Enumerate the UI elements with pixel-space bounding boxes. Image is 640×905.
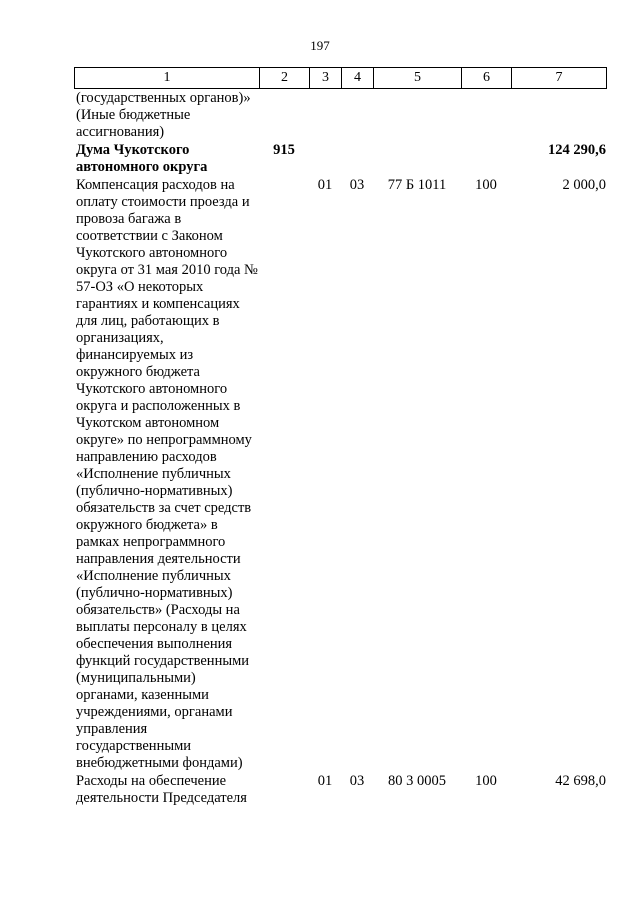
row-target-code: 80 3 0005 <box>388 773 446 789</box>
header-col-3: 3 <box>310 68 342 89</box>
table-row <box>74 177 608 772</box>
row-section: 01 <box>317 773 333 789</box>
table-row <box>74 90 608 141</box>
row-subsection: 03 <box>349 177 365 193</box>
table-row <box>74 142 608 176</box>
header-row <box>75 68 607 89</box>
row-name: Дума Чукотского автономного округа <box>76 142 208 175</box>
row-expense-type: 100 <box>475 177 497 193</box>
row-subsection: 03 <box>349 773 365 789</box>
header-col-6: 6 <box>462 68 512 89</box>
page-number: 197 <box>310 38 330 53</box>
row-name: Расходы на обеспечение деятельности Председателя <box>76 773 247 806</box>
row-expense-type: 100 <box>475 773 497 789</box>
row-section: 01 <box>317 177 333 193</box>
row-amount: 2 000,0 <box>562 177 606 193</box>
row-amount: 124 290,6 <box>548 142 606 158</box>
row-name: Компенсация расходов на оплату стоимости проезда и провоза багажа в соответствии с Законом Чукотского автономного округа от 31 мая 2010 года № 57-ОЗ «О некоторых гарантиях и компенсациях для лиц, работающих в организациях, финансируемых из окружного бюджета Чукотского автономного округа и расположенных в Чукотском автономном округе» по непрограммному направлению расходов «Исполнение публичных (публично-нормативных) обязательств за счет средств окружного бюджета» в рамках непрограммного направления деятельности «Исполнение публичных (публично-нормативных) обязательств» (Расходы на выплаты персоналу в целях обеспечения выполнения функций государственными (муниципальными) органами, казенными учреждениями, органами управления государственными внебюджетными фондами) <box>76 177 258 771</box>
header-col-4: 4 <box>342 68 374 89</box>
row-code-department: 915 <box>273 142 295 158</box>
table-row <box>74 773 608 807</box>
row-amount: 42 698,0 <box>555 773 606 789</box>
header-col-2: 2 <box>260 68 310 89</box>
header-col-5: 5 <box>374 68 462 89</box>
header-col-1: 1 <box>75 68 260 89</box>
row-name: (государственных органов)» (Иные бюджетные ассигнования) <box>76 90 251 140</box>
header-col-7: 7 <box>512 68 607 89</box>
budget-table-body <box>74 90 608 807</box>
row-target-code: 77 Б 1011 <box>387 177 447 193</box>
column-header-table <box>74 67 607 89</box>
